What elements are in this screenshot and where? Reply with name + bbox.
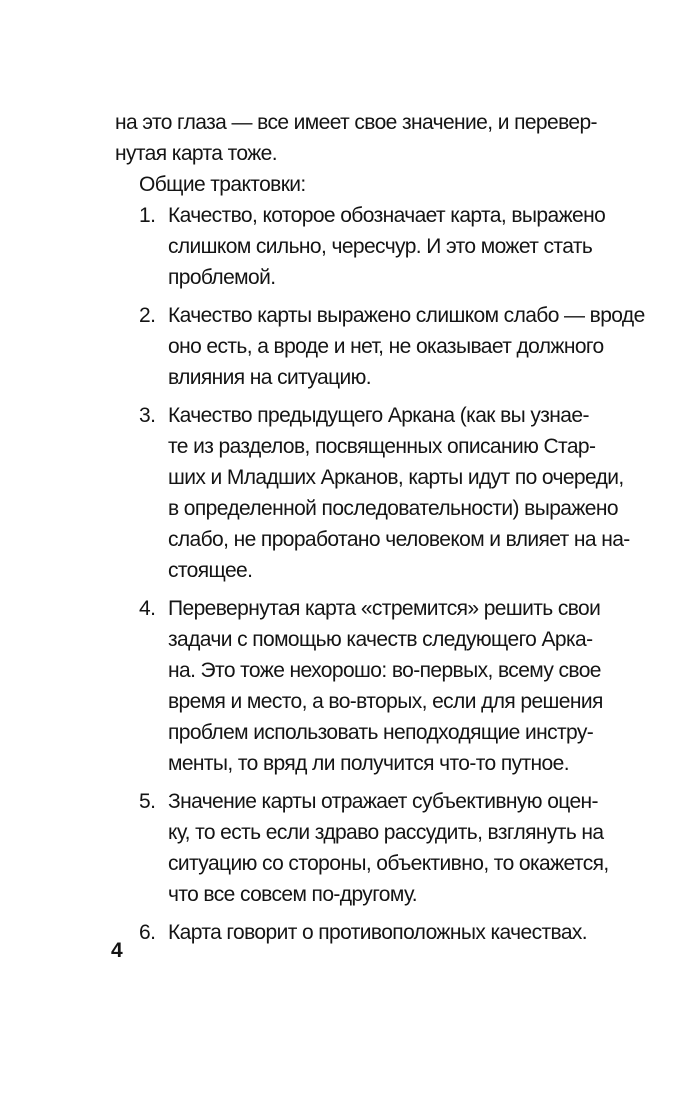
list-item <box>115 786 615 910</box>
text-line: те из разделов, посвященных описанию Стар- <box>168 435 596 458</box>
text-line: задачи с помощью качеств следующего Арка- <box>168 628 593 651</box>
text-line: Значение карты отражает субъективную оцен- <box>168 790 598 813</box>
text-line: слишком сильно, чересчур. И это может стать <box>168 235 593 258</box>
text-line: оно есть, а вроде и нет, не оказывает должного <box>168 335 604 358</box>
text-line: стоящее. <box>168 559 253 582</box>
list-item <box>115 400 630 586</box>
item-number: 4. <box>139 597 156 620</box>
list-item <box>115 200 615 293</box>
item-number: 2. <box>139 304 156 327</box>
text-line: Качество карты выражено слишком слабо — вроде <box>168 304 645 327</box>
list-item <box>115 917 615 948</box>
text-line: проблем использовать неподходящие инстру- <box>168 721 594 744</box>
text-line: слабо, не проработано человеком и влияет на на- <box>168 528 630 551</box>
text-line: влияния на ситуацию. <box>168 366 372 389</box>
item-number: 6. <box>139 921 156 944</box>
text-line: ситуацию со стороны, объективно, то окажется, <box>168 852 609 875</box>
body-text <box>115 107 645 948</box>
text-line: что все совсем по-другому. <box>168 883 417 906</box>
text-line: ших и Младших Арканов, карты идут по очереди, <box>168 466 624 489</box>
text-line: ку, то есть если здраво рассудить, взглянуть на <box>168 821 604 844</box>
text-line: Перевернутая карта «стремится» решить свои <box>168 597 601 620</box>
text-line: на. Это тоже нехорошо: во-первых, всему свое <box>168 659 601 682</box>
text-line: Качество, которое обозначает карта, выражено <box>168 204 606 227</box>
text-line: Карта говорит о противоположных качествах. <box>168 921 588 944</box>
text-line: менты, то вряд ли получится что-то путное. <box>168 752 569 775</box>
intro-paragraph <box>115 107 615 169</box>
section-heading: Общие трактовки: <box>139 173 306 196</box>
text-line: время и место, а во-вторых, если для решения <box>168 690 603 713</box>
list-item <box>115 300 645 393</box>
interpretations-list <box>115 200 645 948</box>
text-line: в определенной последовательности) выражено <box>168 497 618 520</box>
item-number: 5. <box>139 790 156 813</box>
text-line: нутая карта тоже. <box>115 142 277 165</box>
text-line: Качество предыдущего Аркана (как вы узнае- <box>168 404 589 427</box>
text-line: на это глаза — все имеет свое значение, и перевер- <box>115 111 597 134</box>
list-item <box>115 593 615 779</box>
text-line: проблемой. <box>168 266 276 289</box>
item-number: 1. <box>139 204 156 227</box>
item-number: 3. <box>139 404 156 427</box>
page-number: 4 <box>111 939 123 962</box>
